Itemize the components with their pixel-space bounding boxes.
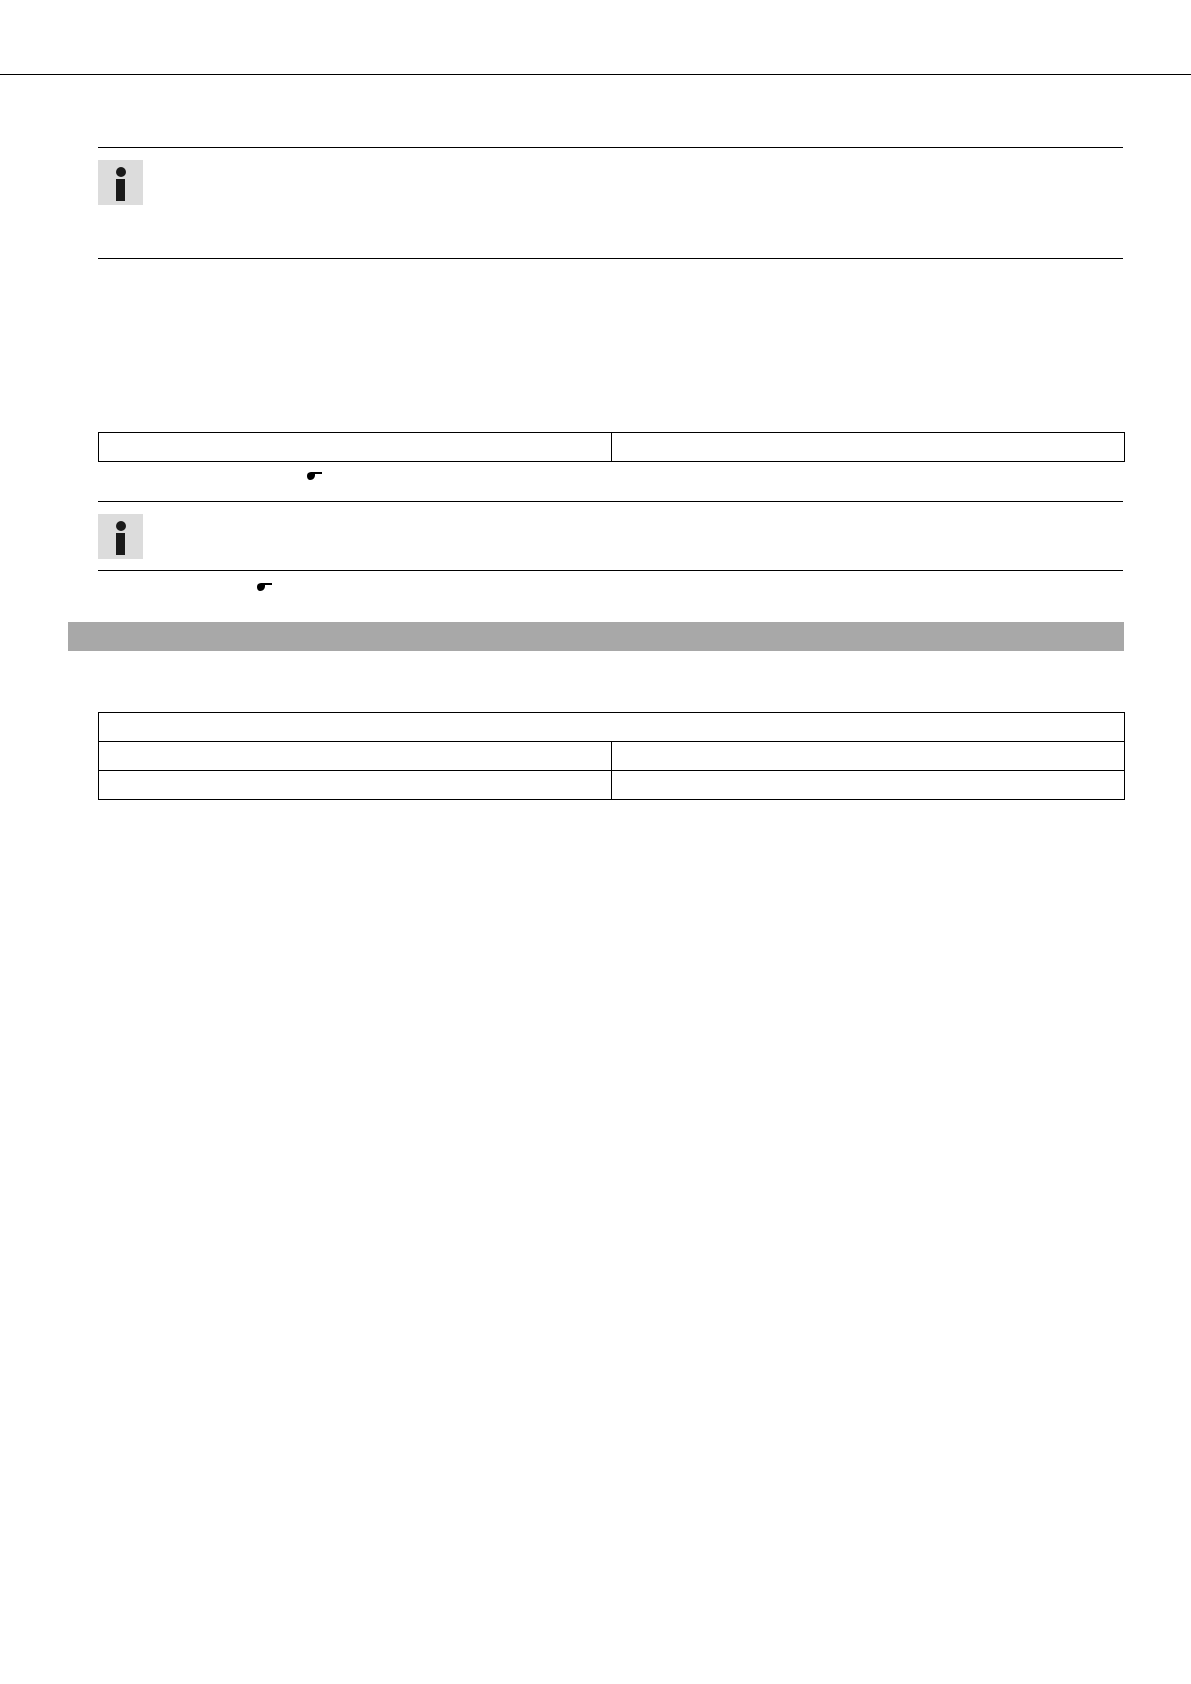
note-2-bottom-rule xyxy=(98,570,1123,571)
info-icon-dot xyxy=(116,167,126,177)
info-icon-bar xyxy=(116,533,125,555)
note-1-top-rule xyxy=(98,147,1123,148)
table-row xyxy=(99,433,1125,462)
table-row xyxy=(99,742,1125,771)
table-cell xyxy=(612,742,1125,771)
table-a xyxy=(98,432,1125,462)
info-icon xyxy=(98,514,143,559)
table-row xyxy=(99,771,1125,800)
table-cell xyxy=(99,771,612,800)
section-heading-band xyxy=(68,622,1124,651)
table-cell xyxy=(612,771,1125,800)
table-b xyxy=(98,712,1125,800)
page-header-rule xyxy=(0,74,1191,75)
pointing-hand-icon xyxy=(306,470,324,482)
table-header-cell xyxy=(99,713,1125,742)
info-icon-dot xyxy=(116,521,126,531)
note-2-top-rule xyxy=(98,501,1123,502)
table-header-row xyxy=(99,713,1125,742)
note-1-bottom-rule xyxy=(98,258,1123,259)
table-cell xyxy=(99,742,612,771)
pointing-hand-icon xyxy=(256,581,274,593)
table-cell xyxy=(99,433,612,462)
info-icon-bar xyxy=(116,179,125,201)
info-icon xyxy=(98,160,143,205)
table-cell xyxy=(612,433,1125,462)
